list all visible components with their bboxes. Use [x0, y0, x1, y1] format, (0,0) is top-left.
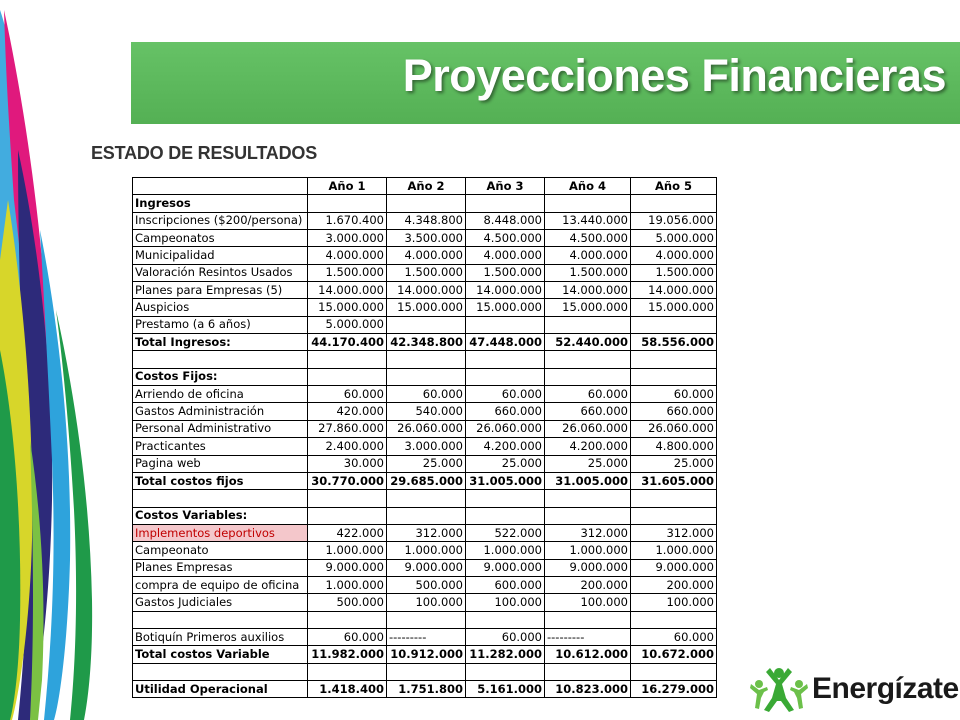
value-cell: 14.000.000: [545, 282, 631, 299]
value-cell: 9.000.000: [466, 559, 545, 576]
value-cell: 15.000.000: [387, 299, 466, 316]
value-cell: 60.000: [308, 386, 387, 403]
value-cell: 14.000.000: [387, 282, 466, 299]
table-row: [133, 663, 717, 680]
row-label: Pagina web: [133, 455, 308, 472]
value-cell: [631, 611, 717, 628]
row-label: Utilidad Operacional: [133, 680, 308, 697]
row-label: Planes para Empresas (5): [133, 282, 308, 299]
row-label: Arriendo de oficina: [133, 386, 308, 403]
value-cell: 600.000: [466, 576, 545, 593]
value-cell: 100.000: [631, 594, 717, 611]
value-cell: 3.000.000: [308, 230, 387, 247]
table-row: [133, 455, 717, 472]
value-cell: 5.161.000: [466, 680, 545, 697]
value-cell: 100.000: [387, 594, 466, 611]
value-cell: [387, 195, 466, 212]
value-cell: 500.000: [387, 576, 466, 593]
value-cell: 1.418.400: [308, 680, 387, 697]
value-cell: 1.751.800: [387, 680, 466, 697]
value-cell: 26.060.000: [545, 420, 631, 437]
table-row: [133, 386, 717, 403]
value-cell: 27.860.000: [308, 420, 387, 437]
value-cell: 14.000.000: [466, 282, 545, 299]
value-cell: 5.000.000: [308, 316, 387, 333]
value-cell: 11.982.000: [308, 646, 387, 663]
value-cell: [545, 351, 631, 368]
row-label: Personal Administrativo: [133, 420, 308, 437]
row-label: Campeonatos: [133, 230, 308, 247]
value-cell: [308, 195, 387, 212]
value-cell: 1.500.000: [308, 264, 387, 281]
value-cell: [631, 490, 717, 507]
value-cell: [387, 351, 466, 368]
table-row: [133, 264, 717, 281]
value-cell: [466, 507, 545, 524]
value-cell: [545, 490, 631, 507]
row-label: [133, 663, 308, 680]
value-cell: [308, 507, 387, 524]
value-cell: 26.060.000: [387, 420, 466, 437]
value-cell: [545, 316, 631, 333]
value-cell: 4.200.000: [466, 438, 545, 455]
value-cell: [545, 195, 631, 212]
value-cell: 15.000.000: [545, 299, 631, 316]
page-title: Proyecciones Financieras: [402, 50, 946, 101]
value-cell: 16.279.000: [631, 680, 717, 697]
section-subtitle: ESTADO DE RESULTADOS: [91, 143, 318, 163]
value-cell: 9.000.000: [308, 559, 387, 576]
value-cell: 25.000: [545, 455, 631, 472]
value-cell: 4.000.000: [387, 247, 466, 264]
value-cell: 540.000: [387, 403, 466, 420]
table-row: [133, 212, 717, 229]
value-cell: 4.348.800: [387, 212, 466, 229]
value-cell: 660.000: [631, 403, 717, 420]
row-label: [133, 351, 308, 368]
value-cell: 52.440.000: [545, 334, 631, 351]
value-cell: 312.000: [631, 524, 717, 541]
table-row: [133, 316, 717, 333]
table-row: [133, 524, 717, 541]
table-row: [133, 247, 717, 264]
value-cell: 26.060.000: [466, 420, 545, 437]
value-cell: 60.000: [466, 386, 545, 403]
energizate-logo: [744, 660, 960, 720]
table-row: [133, 490, 717, 507]
value-cell: 58.556.000: [631, 334, 717, 351]
value-cell: [308, 368, 387, 385]
value-cell: 522.000: [466, 524, 545, 541]
value-cell: 1.500.000: [466, 264, 545, 281]
table-row: [133, 611, 717, 628]
value-cell: 25.000: [631, 455, 717, 472]
value-cell: [631, 507, 717, 524]
value-cell: 60.000: [466, 628, 545, 645]
value-cell: 31.605.000: [631, 472, 717, 489]
table-row: [133, 646, 717, 663]
row-label: Practicantes: [133, 438, 308, 455]
row-label: Municipalidad: [133, 247, 308, 264]
value-cell: 1.000.000: [631, 542, 717, 559]
table-row: [133, 368, 717, 385]
value-cell: [545, 663, 631, 680]
row-label: Costos Variables:: [133, 507, 308, 524]
row-label: [133, 611, 308, 628]
value-cell: [387, 507, 466, 524]
value-cell: 100.000: [545, 594, 631, 611]
value-cell: [631, 316, 717, 333]
value-cell: 30.770.000: [308, 472, 387, 489]
value-cell: 60.000: [631, 386, 717, 403]
row-label: Prestamo (a 6 años): [133, 316, 308, 333]
value-cell: 5.000.000: [631, 230, 717, 247]
value-cell: 60.000: [387, 386, 466, 403]
income-statement-table: [132, 177, 717, 698]
value-cell: [387, 490, 466, 507]
value-cell: [466, 195, 545, 212]
table-row: [133, 403, 717, 420]
decorative-ribbons: [0, 0, 110, 720]
value-cell: 30.000: [308, 455, 387, 472]
table-row: [133, 351, 717, 368]
header-cell-year: Año 2: [387, 178, 466, 195]
value-cell: 1.000.000: [308, 576, 387, 593]
value-cell: 4.800.000: [631, 438, 717, 455]
value-cell: 4.000.000: [545, 247, 631, 264]
value-cell: [308, 611, 387, 628]
table-row: [133, 628, 717, 645]
value-cell: [387, 611, 466, 628]
value-cell: [466, 316, 545, 333]
value-cell: [466, 663, 545, 680]
value-cell: 31.005.000: [545, 472, 631, 489]
row-label: compra de equipo de oficina: [133, 576, 308, 593]
value-cell: 60.000: [545, 386, 631, 403]
value-cell: [466, 351, 545, 368]
value-cell: 8.448.000: [466, 212, 545, 229]
people-figures-icon: [750, 664, 808, 716]
value-cell: [466, 611, 545, 628]
logo-text: Energízate: [812, 672, 959, 705]
value-cell: 26.060.000: [631, 420, 717, 437]
value-cell: [631, 368, 717, 385]
value-cell: 2.400.000: [308, 438, 387, 455]
value-cell: ---------: [545, 628, 631, 645]
value-cell: 14.000.000: [631, 282, 717, 299]
value-cell: [387, 663, 466, 680]
value-cell: [308, 351, 387, 368]
value-cell: [631, 663, 717, 680]
row-label: Total costos fijos: [133, 472, 308, 489]
value-cell: 25.000: [387, 455, 466, 472]
row-label: Implementos deportivos: [133, 524, 308, 541]
value-cell: 25.000: [466, 455, 545, 472]
value-cell: [387, 316, 466, 333]
row-label: Planes Empresas: [133, 559, 308, 576]
table-row: [133, 299, 717, 316]
value-cell: 9.000.000: [545, 559, 631, 576]
header-cell-year: Año 4: [545, 178, 631, 195]
value-cell: 47.448.000: [466, 334, 545, 351]
value-cell: 1.500.000: [545, 264, 631, 281]
value-cell: [466, 490, 545, 507]
table-row: [133, 559, 717, 576]
value-cell: 4.200.000: [545, 438, 631, 455]
value-cell: [466, 368, 545, 385]
value-cell: 1.670.400: [308, 212, 387, 229]
row-label: Botiquín Primeros auxilios: [133, 628, 308, 645]
value-cell: 60.000: [631, 628, 717, 645]
value-cell: 31.005.000: [466, 472, 545, 489]
row-label: Auspicios: [133, 299, 308, 316]
table-row: [133, 594, 717, 611]
value-cell: 44.170.400: [308, 334, 387, 351]
table-row: [133, 195, 717, 212]
value-cell: 4.500.000: [466, 230, 545, 247]
table-row: [133, 680, 717, 697]
table-header-row: [133, 178, 717, 195]
value-cell: 42.348.800: [387, 334, 466, 351]
table-row: [133, 507, 717, 524]
row-label: [133, 490, 308, 507]
value-cell: [387, 368, 466, 385]
value-cell: [631, 195, 717, 212]
value-cell: 312.000: [545, 524, 631, 541]
value-cell: 19.056.000: [631, 212, 717, 229]
value-cell: 10.612.000: [545, 646, 631, 663]
row-label: Gastos Administración: [133, 403, 308, 420]
value-cell: 4.000.000: [308, 247, 387, 264]
table-row: [133, 472, 717, 489]
value-cell: 13.440.000: [545, 212, 631, 229]
value-cell: 10.912.000: [387, 646, 466, 663]
value-cell: 200.000: [545, 576, 631, 593]
value-cell: 1.000.000: [387, 542, 466, 559]
value-cell: 660.000: [466, 403, 545, 420]
value-cell: 4.000.000: [631, 247, 717, 264]
row-label: Total costos Variable: [133, 646, 308, 663]
row-label: Ingresos: [133, 195, 308, 212]
value-cell: 1.000.000: [308, 542, 387, 559]
value-cell: 15.000.000: [308, 299, 387, 316]
value-cell: 15.000.000: [631, 299, 717, 316]
row-label: Inscripciones ($200/persona): [133, 212, 308, 229]
value-cell: 11.282.000: [466, 646, 545, 663]
value-cell: 312.000: [387, 524, 466, 541]
table-row: [133, 542, 717, 559]
table-row: [133, 576, 717, 593]
value-cell: 9.000.000: [387, 559, 466, 576]
value-cell: [308, 663, 387, 680]
row-label: Costos Fijos:: [133, 368, 308, 385]
table-row: [133, 334, 717, 351]
table-row: [133, 438, 717, 455]
row-label: Total Ingresos:: [133, 334, 308, 351]
value-cell: 3.500.000: [387, 230, 466, 247]
value-cell: 200.000: [631, 576, 717, 593]
value-cell: 9.000.000: [631, 559, 717, 576]
row-label: Gastos Judiciales: [133, 594, 308, 611]
value-cell: 60.000: [308, 628, 387, 645]
value-cell: 4.000.000: [466, 247, 545, 264]
table-row: [133, 282, 717, 299]
value-cell: 420.000: [308, 403, 387, 420]
value-cell: 1.500.000: [631, 264, 717, 281]
value-cell: 15.000.000: [466, 299, 545, 316]
title-bar: [131, 42, 960, 124]
value-cell: 1.000.000: [466, 542, 545, 559]
header-cell-year: Año 3: [466, 178, 545, 195]
value-cell: 422.000: [308, 524, 387, 541]
value-cell: 500.000: [308, 594, 387, 611]
value-cell: [545, 507, 631, 524]
value-cell: 4.500.000: [545, 230, 631, 247]
value-cell: 10.823.000: [545, 680, 631, 697]
value-cell: 10.672.000: [631, 646, 717, 663]
value-cell: ---------: [387, 628, 466, 645]
row-label: Campeonato: [133, 542, 308, 559]
table-row: [133, 420, 717, 437]
header-cell-year: Año 5: [631, 178, 717, 195]
value-cell: 1.500.000: [387, 264, 466, 281]
value-cell: [545, 611, 631, 628]
value-cell: 3.000.000: [387, 438, 466, 455]
row-label: Valoración Resintos Usados: [133, 264, 308, 281]
value-cell: 660.000: [545, 403, 631, 420]
header-cell-year: Año 1: [308, 178, 387, 195]
value-cell: 100.000: [466, 594, 545, 611]
value-cell: [308, 490, 387, 507]
table-row: [133, 230, 717, 247]
header-cell-blank: [133, 178, 308, 195]
value-cell: [545, 368, 631, 385]
value-cell: 1.000.000: [545, 542, 631, 559]
value-cell: [631, 351, 717, 368]
value-cell: 29.685.000: [387, 472, 466, 489]
value-cell: 14.000.000: [308, 282, 387, 299]
